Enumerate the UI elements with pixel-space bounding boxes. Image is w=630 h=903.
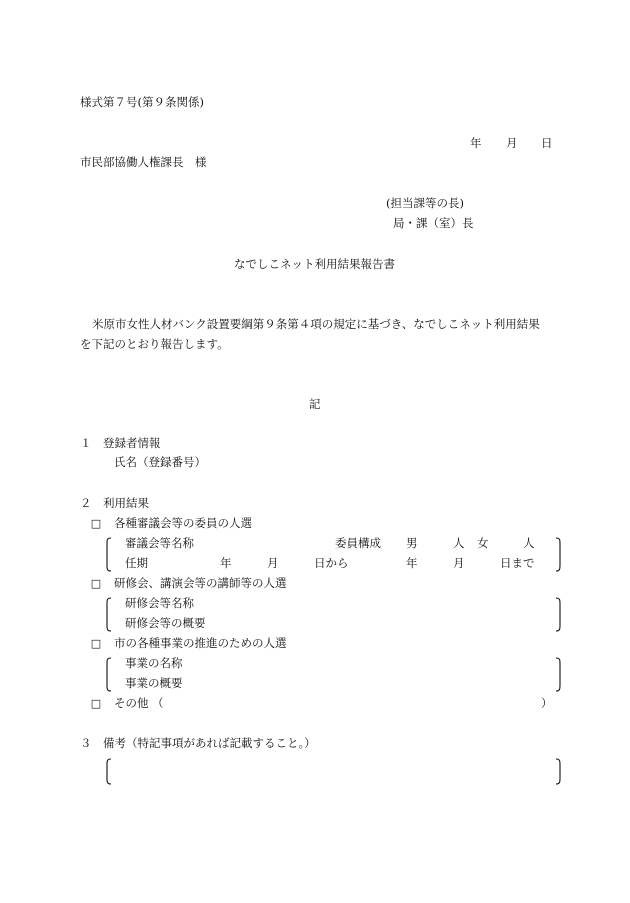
section1-heading: １ 登録者情報 xyxy=(80,436,161,450)
female-unit: 人 xyxy=(523,536,535,550)
sender-title: 局・課（室）長 xyxy=(393,216,474,230)
council-name-label: 審議会等名称 xyxy=(125,536,194,550)
date-year: 年 xyxy=(470,136,482,150)
option-council-label: 各種審議会等の委員の人選 xyxy=(114,516,252,530)
document-title: なでしこネット利用結果報告書 xyxy=(234,257,395,271)
option-other-label: その他 xyxy=(114,696,149,710)
registrant-name-label: 氏名（登録番号） xyxy=(114,455,206,469)
term-label: 任期 xyxy=(125,556,148,570)
checkbox-council[interactable]: □ xyxy=(90,517,102,530)
option-lecturer-label: 研修会、講演会等の講師等の人選 xyxy=(114,576,287,590)
committee-composition-label: 委員構成 xyxy=(335,536,381,550)
male-unit: 人 xyxy=(453,536,465,550)
section2-heading: ２ 利用結果 xyxy=(80,496,149,510)
checkbox-project[interactable]: □ xyxy=(90,637,102,650)
date-month: 月 xyxy=(506,136,518,150)
term-until: 日まで xyxy=(500,556,535,570)
term-start-month: 月 xyxy=(267,556,279,570)
checkbox-lecturer[interactable]: □ xyxy=(90,577,102,590)
seminar-name-label: 研修会等名称 xyxy=(125,596,194,610)
bracket-left-council xyxy=(106,537,112,572)
male-label: 男 xyxy=(406,536,418,550)
form-number: 様式第７号(第９条関係) xyxy=(80,95,204,109)
checkbox-other[interactable]: □ xyxy=(90,697,102,710)
seminar-summary-label: 研修会等の概要 xyxy=(125,616,206,630)
bracket-right-project xyxy=(555,657,561,692)
term-end-month: 月 xyxy=(453,556,465,570)
other-paren-open: （ xyxy=(152,696,164,710)
bracket-left-project xyxy=(106,657,112,692)
term-start-year: 年 xyxy=(220,556,232,570)
bracket-left-remarks xyxy=(106,758,112,785)
option-project-label: 市の各種事業の推進のための人選 xyxy=(114,636,287,650)
bracket-left-lecturer xyxy=(106,597,112,632)
bracket-right-council xyxy=(555,537,561,572)
project-summary-label: 事業の概要 xyxy=(125,676,183,690)
intro-line-1: 米原市女性人材バンク設置要綱第９条第４項の規定に基づき、なでしこネット利用結果 xyxy=(92,317,540,331)
other-paren-close: ） xyxy=(541,696,553,710)
intro-line-2: を下記のとおり報告します。 xyxy=(80,337,229,351)
sender-role: (担当課等の長) xyxy=(386,196,464,210)
term-from: 日から xyxy=(314,556,349,570)
ki-marker: 記 xyxy=(309,397,321,411)
date-day: 日 xyxy=(541,136,553,150)
female-label: 女 xyxy=(477,536,489,550)
project-name-label: 事業の名称 xyxy=(125,656,183,670)
bracket-right-lecturer xyxy=(555,597,561,632)
section3-heading: ３ 備考（特記事項があれば記載すること。） xyxy=(80,736,316,750)
bracket-right-remarks xyxy=(555,758,561,785)
addressee: 市民部協働人権課長 様 xyxy=(80,155,207,169)
term-end-year: 年 xyxy=(406,556,418,570)
